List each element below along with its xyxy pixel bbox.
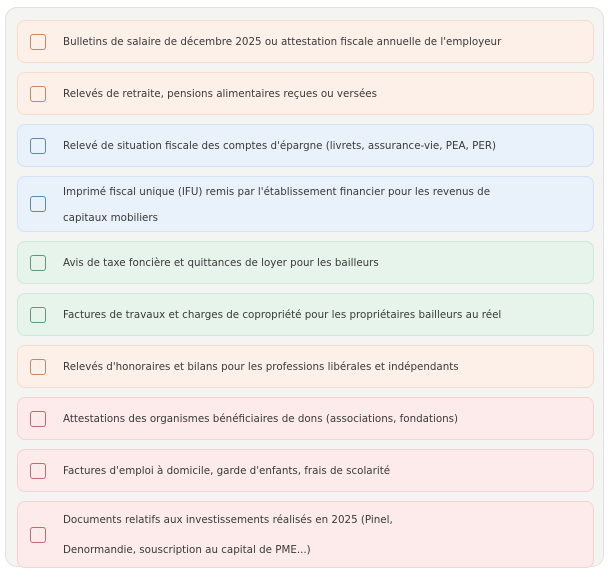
checkbox[interactable] — [30, 138, 46, 154]
checklist-item-label: Relevé de situation fiscale des comptes d'épargne (livrets, assurance-vie, PEA, PER) — [63, 139, 496, 152]
checklist-item-label: Factures de travaux et charges de copropriété pour les propriétaires bailleurs au réel — [63, 308, 502, 321]
checklist-item-investments[interactable] — [17, 501, 594, 568]
checklist-item-label: Factures d'emploi à domicile, garde d'enfants, frais de scolarité — [63, 464, 391, 477]
checklist-item-pensions[interactable] — [17, 72, 594, 115]
checklist-item-property-tax[interactable] — [17, 241, 594, 284]
checklist — [17, 20, 592, 577]
checklist-item-donations[interactable] — [17, 397, 594, 440]
checkbox[interactable] — [30, 307, 46, 323]
document-checklist-panel — [5, 7, 604, 567]
checklist-item-label: Documents relatifs aux investissements réalisés en 2025 (Pinel, Denormandie, souscription au capital de PME...) — [63, 514, 393, 556]
checklist-item-home-employment[interactable] — [17, 449, 594, 492]
checkbox[interactable] — [30, 359, 46, 375]
checklist-item-payslips[interactable] — [17, 20, 594, 63]
checkbox[interactable] — [30, 196, 46, 212]
checkbox[interactable] — [30, 255, 46, 271]
checklist-item-works-invoices[interactable] — [17, 293, 594, 336]
checklist-item-label: Bulletins de salaire de décembre 2025 ou attestation fiscale annuelle de l'employeur — [63, 35, 502, 48]
checklist-item-label: Avis de taxe foncière et quittances de loyer pour les bailleurs — [63, 256, 379, 269]
checklist-item-savings-statement[interactable] — [17, 124, 594, 167]
checkbox[interactable] — [30, 86, 46, 102]
checklist-item-label: Attestations des organismes bénéficiaires de dons (associations, fondations) — [63, 412, 459, 425]
checkbox[interactable] — [30, 463, 46, 479]
checklist-item-fees-statements[interactable] — [17, 345, 594, 388]
checklist-item-label: Imprimé fiscal unique (IFU) remis par l'établissement financier pour les revenus de capitaux mobiliers — [63, 185, 491, 224]
checklist-item-label: Relevés d'honoraires et bilans pour les professions libérales et indépendants — [63, 360, 459, 373]
checkbox[interactable] — [30, 527, 46, 543]
checklist-item-ifu[interactable] — [17, 176, 594, 232]
checklist-item-label: Relevés de retraite, pensions alimentaires reçues ou versées — [63, 87, 377, 100]
checkbox[interactable] — [30, 34, 46, 50]
checkbox[interactable] — [30, 411, 46, 427]
